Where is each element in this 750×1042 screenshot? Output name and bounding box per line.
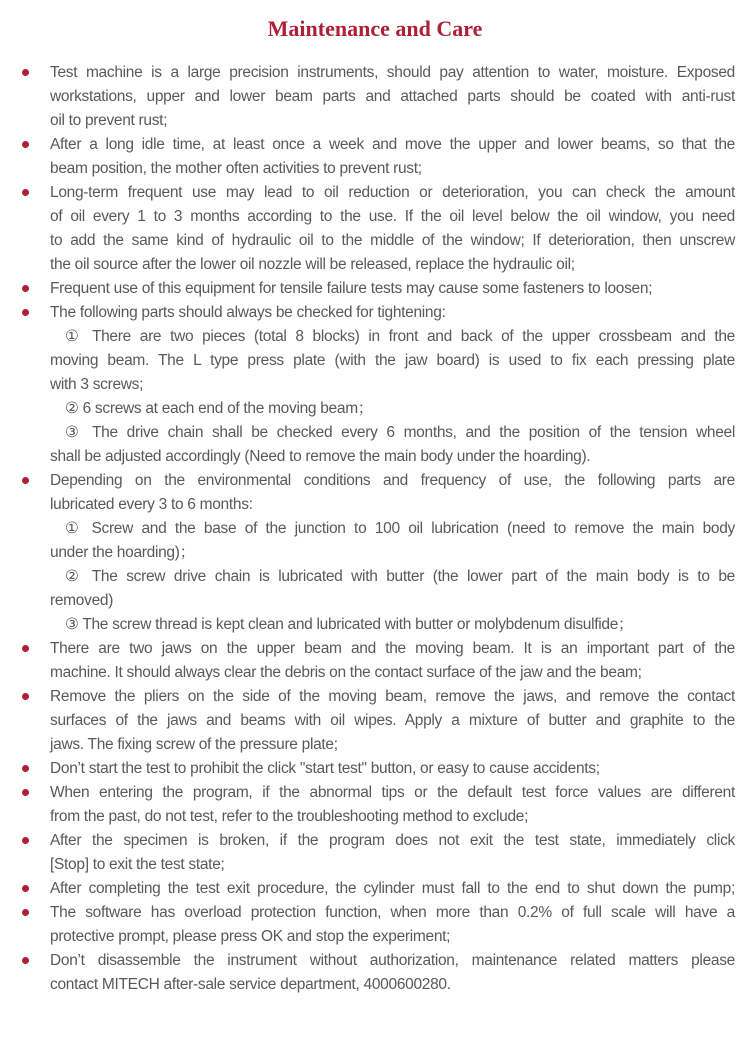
text-line: After a long idle time, at least once a week and move the upper and lower beams, so that the — [50, 136, 735, 153]
bullet-icon — [22, 645, 29, 652]
bullet-icon — [22, 189, 29, 196]
maintenance-list — [50, 61, 735, 997]
text-line: removed) — [50, 592, 114, 609]
bullet-icon — [22, 885, 29, 892]
text-line: jaws. The fixing screw of the pressure plate; — [50, 736, 338, 753]
item-paragraph — [50, 637, 735, 685]
item-paragraph — [50, 685, 735, 757]
text-line: surfaces of the jaws and beams with oil wipes. Apply a mixture of butter and graphite to the — [50, 712, 735, 729]
page-title: Maintenance and Care — [267, 16, 483, 41]
text-line: contact MITECH after-sale service department, 4000600280. — [50, 976, 451, 993]
text-line: lubricated every 3 to 6 months: — [50, 496, 253, 513]
item-paragraph — [50, 301, 735, 325]
bullet-icon — [22, 909, 29, 916]
text-line: moving beam. The L type press plate (with the jaw board) is used to fix each pressing plate — [50, 352, 735, 369]
list-item — [50, 949, 735, 997]
list-item — [50, 829, 735, 877]
text-line: Frequent use of this equipment for tensile failure tests may cause some fasteners to loosen; — [50, 280, 653, 297]
text-line: ① Screw and the base of the junction to 100 oil lubrication (need to remove the main body — [65, 520, 735, 537]
text-line: There are two jaws on the upper beam and the moving beam. It is an important part of the — [50, 640, 735, 657]
list-item — [50, 901, 735, 949]
text-line: ③ The screw thread is kept clean and lubricated with butter or molybdenum disulfide； — [65, 616, 634, 633]
item-paragraph — [50, 877, 735, 901]
sub-paragraph — [50, 325, 735, 397]
bullet-icon — [22, 285, 29, 292]
text-line: Long-term frequent use may lead to oil reduction or deterioration, you can check the amount — [50, 184, 735, 201]
bullet-icon — [22, 837, 29, 844]
text-line: Don’t disassemble the instrument without authorization, maintenance related matters please — [50, 952, 735, 969]
text-line: protective prompt, please press OK and stop the experiment; — [50, 928, 451, 945]
list-item — [50, 301, 735, 469]
text-line: When entering the program, if the abnormal tips or the default test force values are different — [50, 784, 735, 801]
text-line: workstations, upper and lower beam parts and attached parts should be coated with anti-rust — [50, 88, 735, 105]
bullet-icon — [22, 957, 29, 964]
sub-paragraph — [50, 565, 735, 613]
text-line: of oil every 1 to 3 months according to the use. If the oil level below the oil window, you need — [50, 208, 735, 225]
sub-paragraph — [50, 517, 735, 565]
bullet-icon — [22, 693, 29, 700]
list-item — [50, 61, 735, 133]
text-line: oil to prevent rust; — [50, 112, 168, 129]
text-line: After completing the test exit procedure, the cylinder must fall to the end to shut down the pump; — [50, 880, 735, 897]
text-line: under the hoarding)； — [50, 544, 195, 561]
text-line: ③ The drive chain shall be checked every 6 months, and the position of the tension wheel — [65, 424, 735, 441]
text-line: machine. It should always clear the debris on the contact surface of the jaw and the beam; — [50, 664, 642, 681]
list-item — [50, 757, 735, 781]
item-paragraph — [50, 133, 735, 181]
text-line: ② The screw drive chain is lubricated with butter (the lower part of the main body is to be — [65, 568, 735, 585]
text-line: with 3 screws; — [50, 376, 144, 393]
bullet-icon — [22, 765, 29, 772]
item-paragraph — [50, 469, 735, 517]
text-line: The software has overload protection function, when more than 0.2% of full scale will have a — [50, 904, 735, 921]
list-item — [50, 181, 735, 277]
text-line: from the past, do not test, refer to the troubleshooting method to exclude; — [50, 808, 529, 825]
sub-paragraph — [50, 613, 735, 637]
list-item — [50, 637, 735, 685]
text-line: The following parts should always be checked for tightening: — [50, 304, 446, 321]
item-paragraph — [50, 181, 735, 277]
text-line: Don’t start the test to prohibit the click "start test" button, or easy to cause accidents; — [50, 760, 600, 777]
item-paragraph — [50, 61, 735, 133]
bullet-icon — [22, 789, 29, 796]
text-line: ② 6 screws at each end of the moving beam； — [65, 400, 374, 417]
list-item — [50, 781, 735, 829]
list-item — [50, 277, 735, 301]
text-line: Remove the pliers on the side of the moving beam, remove the jaws, and remove the contact — [50, 688, 735, 705]
text-line: After the specimen is broken, if the program does not exit the test state, immediately click — [50, 832, 735, 849]
item-paragraph — [50, 781, 735, 829]
item-paragraph — [50, 757, 735, 781]
item-paragraph — [50, 949, 735, 997]
sub-paragraph — [50, 421, 735, 469]
text-line: shall be adjusted accordingly (Need to remove the main body under the hoarding). — [50, 448, 591, 465]
bullet-icon — [22, 69, 29, 76]
text-line: to add the same kind of hydraulic oil to the middle of the window; If deterioration, then unscrew — [50, 232, 735, 249]
text-line: beam position, the mother often activities to prevent rust; — [50, 160, 422, 177]
text-line: the oil source after the lower oil nozzle will be released, replace the hydraulic oil; — [50, 256, 575, 273]
item-paragraph — [50, 829, 735, 877]
bullet-icon — [22, 477, 29, 484]
list-item — [50, 133, 735, 181]
text-line: Depending on the environmental conditions and frequency of use, the following parts are — [50, 472, 735, 489]
list-item — [50, 685, 735, 757]
item-paragraph — [50, 901, 735, 949]
bullet-icon — [22, 141, 29, 148]
bullet-icon — [22, 309, 29, 316]
list-item — [50, 877, 735, 901]
list-item — [50, 469, 735, 637]
text-line: [Stop] to exit the test state; — [50, 856, 225, 873]
sub-paragraph — [50, 397, 735, 421]
text-line: ① There are two pieces (total 8 blocks) in front and back of the upper crossbeam and the — [65, 328, 735, 345]
item-paragraph — [50, 277, 735, 301]
text-line: Test machine is a large precision instruments, should pay attention to water, moisture. Exposed — [50, 64, 735, 81]
